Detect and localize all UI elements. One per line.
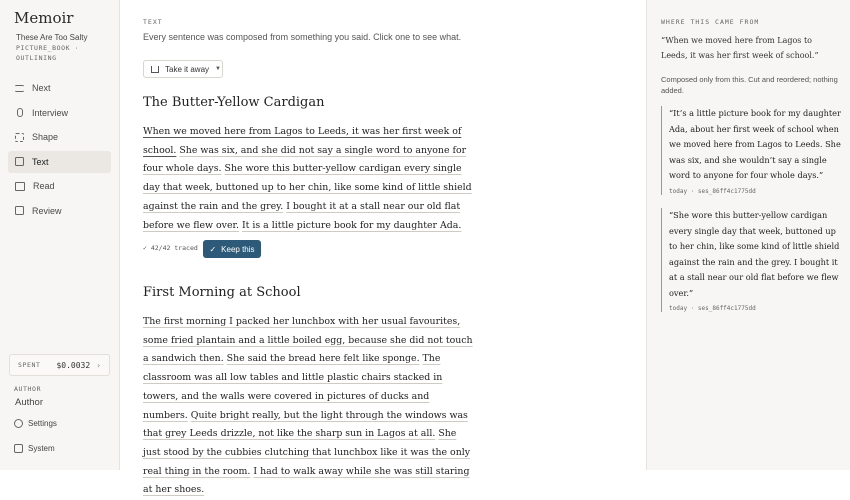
sidebar-item-text[interactable] [8,151,111,173]
trace-status: ✓ 42/42 traced [143,244,198,252]
sidebar-item-label: Next [32,83,51,93]
clipboard-icon [15,206,24,215]
take-it-away-label: Take it away [165,64,210,74]
sidebar-item-label: Read [33,181,55,192]
keep-this-button[interactable] [203,240,261,258]
sidebar-item-review[interactable] [8,200,111,222]
sentence[interactable]: When we moved here from Lagos to Leeds, it was her first week of school. [143,126,462,156]
mic-icon [17,108,23,117]
sidebar-item-label: Interview [32,107,69,118]
settings-link[interactable] [14,419,57,428]
sidebar-item-interview[interactable] [8,102,111,124]
app-brand[interactable]: Memoir [14,9,74,27]
list-icon [15,85,24,92]
sentence[interactable]: She wore this butter-yellow cardigan every single day that week, buttoned up to her chin, like some kind of little shield against the rain and the grey. [143,163,472,212]
section-label: TEXT [143,18,163,26]
check-icon: ✓ [209,244,217,254]
sentence[interactable]: I bought it at a stall near our old flat before we flew over. [143,200,461,231]
sentence[interactable]: She just stood by the cubbies clutching that lunchbox like it was the only real thing in the room. [143,428,471,477]
composition-note: Composed only from this. Cut and reordered; nothing added. [661,75,838,95]
sidebar-item-read[interactable] [8,175,111,197]
quote-text: “It’s a little picture book for my daughter Ada, about her first week of school when we moved here from Lagos to Leeds. She was six, and she wouldn’t say a single word to anyone for four whole days.” [669,108,841,180]
spent-value: $0.0032 [56,360,91,370]
spent-button[interactable] [9,354,110,376]
author-name: Author [15,397,43,408]
quote-meta: today · ses_86ff4c1775dd [669,187,756,195]
sentence[interactable]: It is a little picture book for my daughter Ada. [241,219,462,231]
sidebar-item-shape[interactable] [8,126,111,148]
chevron-right-icon: › [96,360,101,370]
sidebar [0,0,120,470]
project-name: These Are Too Salty [16,33,88,42]
chapter-title: First Morning at School [143,285,301,300]
spent-label: SPENT [18,361,41,369]
sidebar-item-next[interactable] [8,77,111,99]
section-hint: Every sentence was composed from something you said. Click one to see what. [143,32,462,42]
source-quote [661,106,845,195]
system-icon [14,444,23,453]
grid-icon [15,133,24,142]
quote-text: “She wore this butter-yellow cardigan every single day that week, buttoned up to her chin, like some kind of little shield against the rain and the grey. I bought it at a stall near our old flat before we flew over.” [669,210,840,298]
system-label: System [28,444,55,453]
sentence[interactable]: She said the bread here felt like sponge. [226,353,420,365]
sentence[interactable]: I had to walk away while she was still staring at her shoes. [143,465,470,496]
settings-label: Settings [28,419,57,428]
chapter-text [143,123,473,235]
sentence[interactable]: She was six, and she did not say a single word to anyone for four whole days. [143,144,467,175]
sidebar-item-label: Shape [32,132,59,143]
chapter-text [143,313,473,500]
quote-meta: today · ses_86ff4c1775dd [669,305,756,312]
sidebar-item-label: Review [32,205,62,216]
take-it-away-button[interactable] [143,60,223,78]
sidebar-item-label: Text [32,156,49,167]
source-quote [661,208,845,312]
main-content [120,0,646,496]
download-icon [151,66,159,73]
sentence[interactable]: Quite bright really, but the light through the windows was that grey Leeds drizzle, not like the sharp sun in Lagos at all. [143,409,468,440]
selected-sentence: “When we moved here from Lagos to Leeds, it was her first week of school.” [661,36,819,60]
chevron-down-icon: ▼ [215,66,221,72]
author-label: AUTHOR [14,385,42,393]
chapter-title: The Butter-Yellow Cardigan [143,95,325,110]
source-panel-label: WHERE THIS CAME FROM [661,18,760,26]
project-status: PICTURE_BOOK · OUTLINING [16,44,80,62]
book-icon [15,182,25,191]
gear-icon [14,419,23,428]
sentence[interactable]: The classroom was all low tables and little plastic chairs stacked in towers, and the walls were covered in pictures of ducks and numbers. [143,353,443,421]
system-link[interactable] [14,444,55,453]
document-icon [15,157,24,166]
sentence[interactable]: The first morning I packed her lunchbox with her usual favourites, some fried plantain and a little boiled egg, because she did not touch a sandwich then. [143,316,473,365]
keep-this-label: Keep this [221,244,255,254]
source-panel [646,0,850,470]
sidebar-nav [8,77,111,225]
